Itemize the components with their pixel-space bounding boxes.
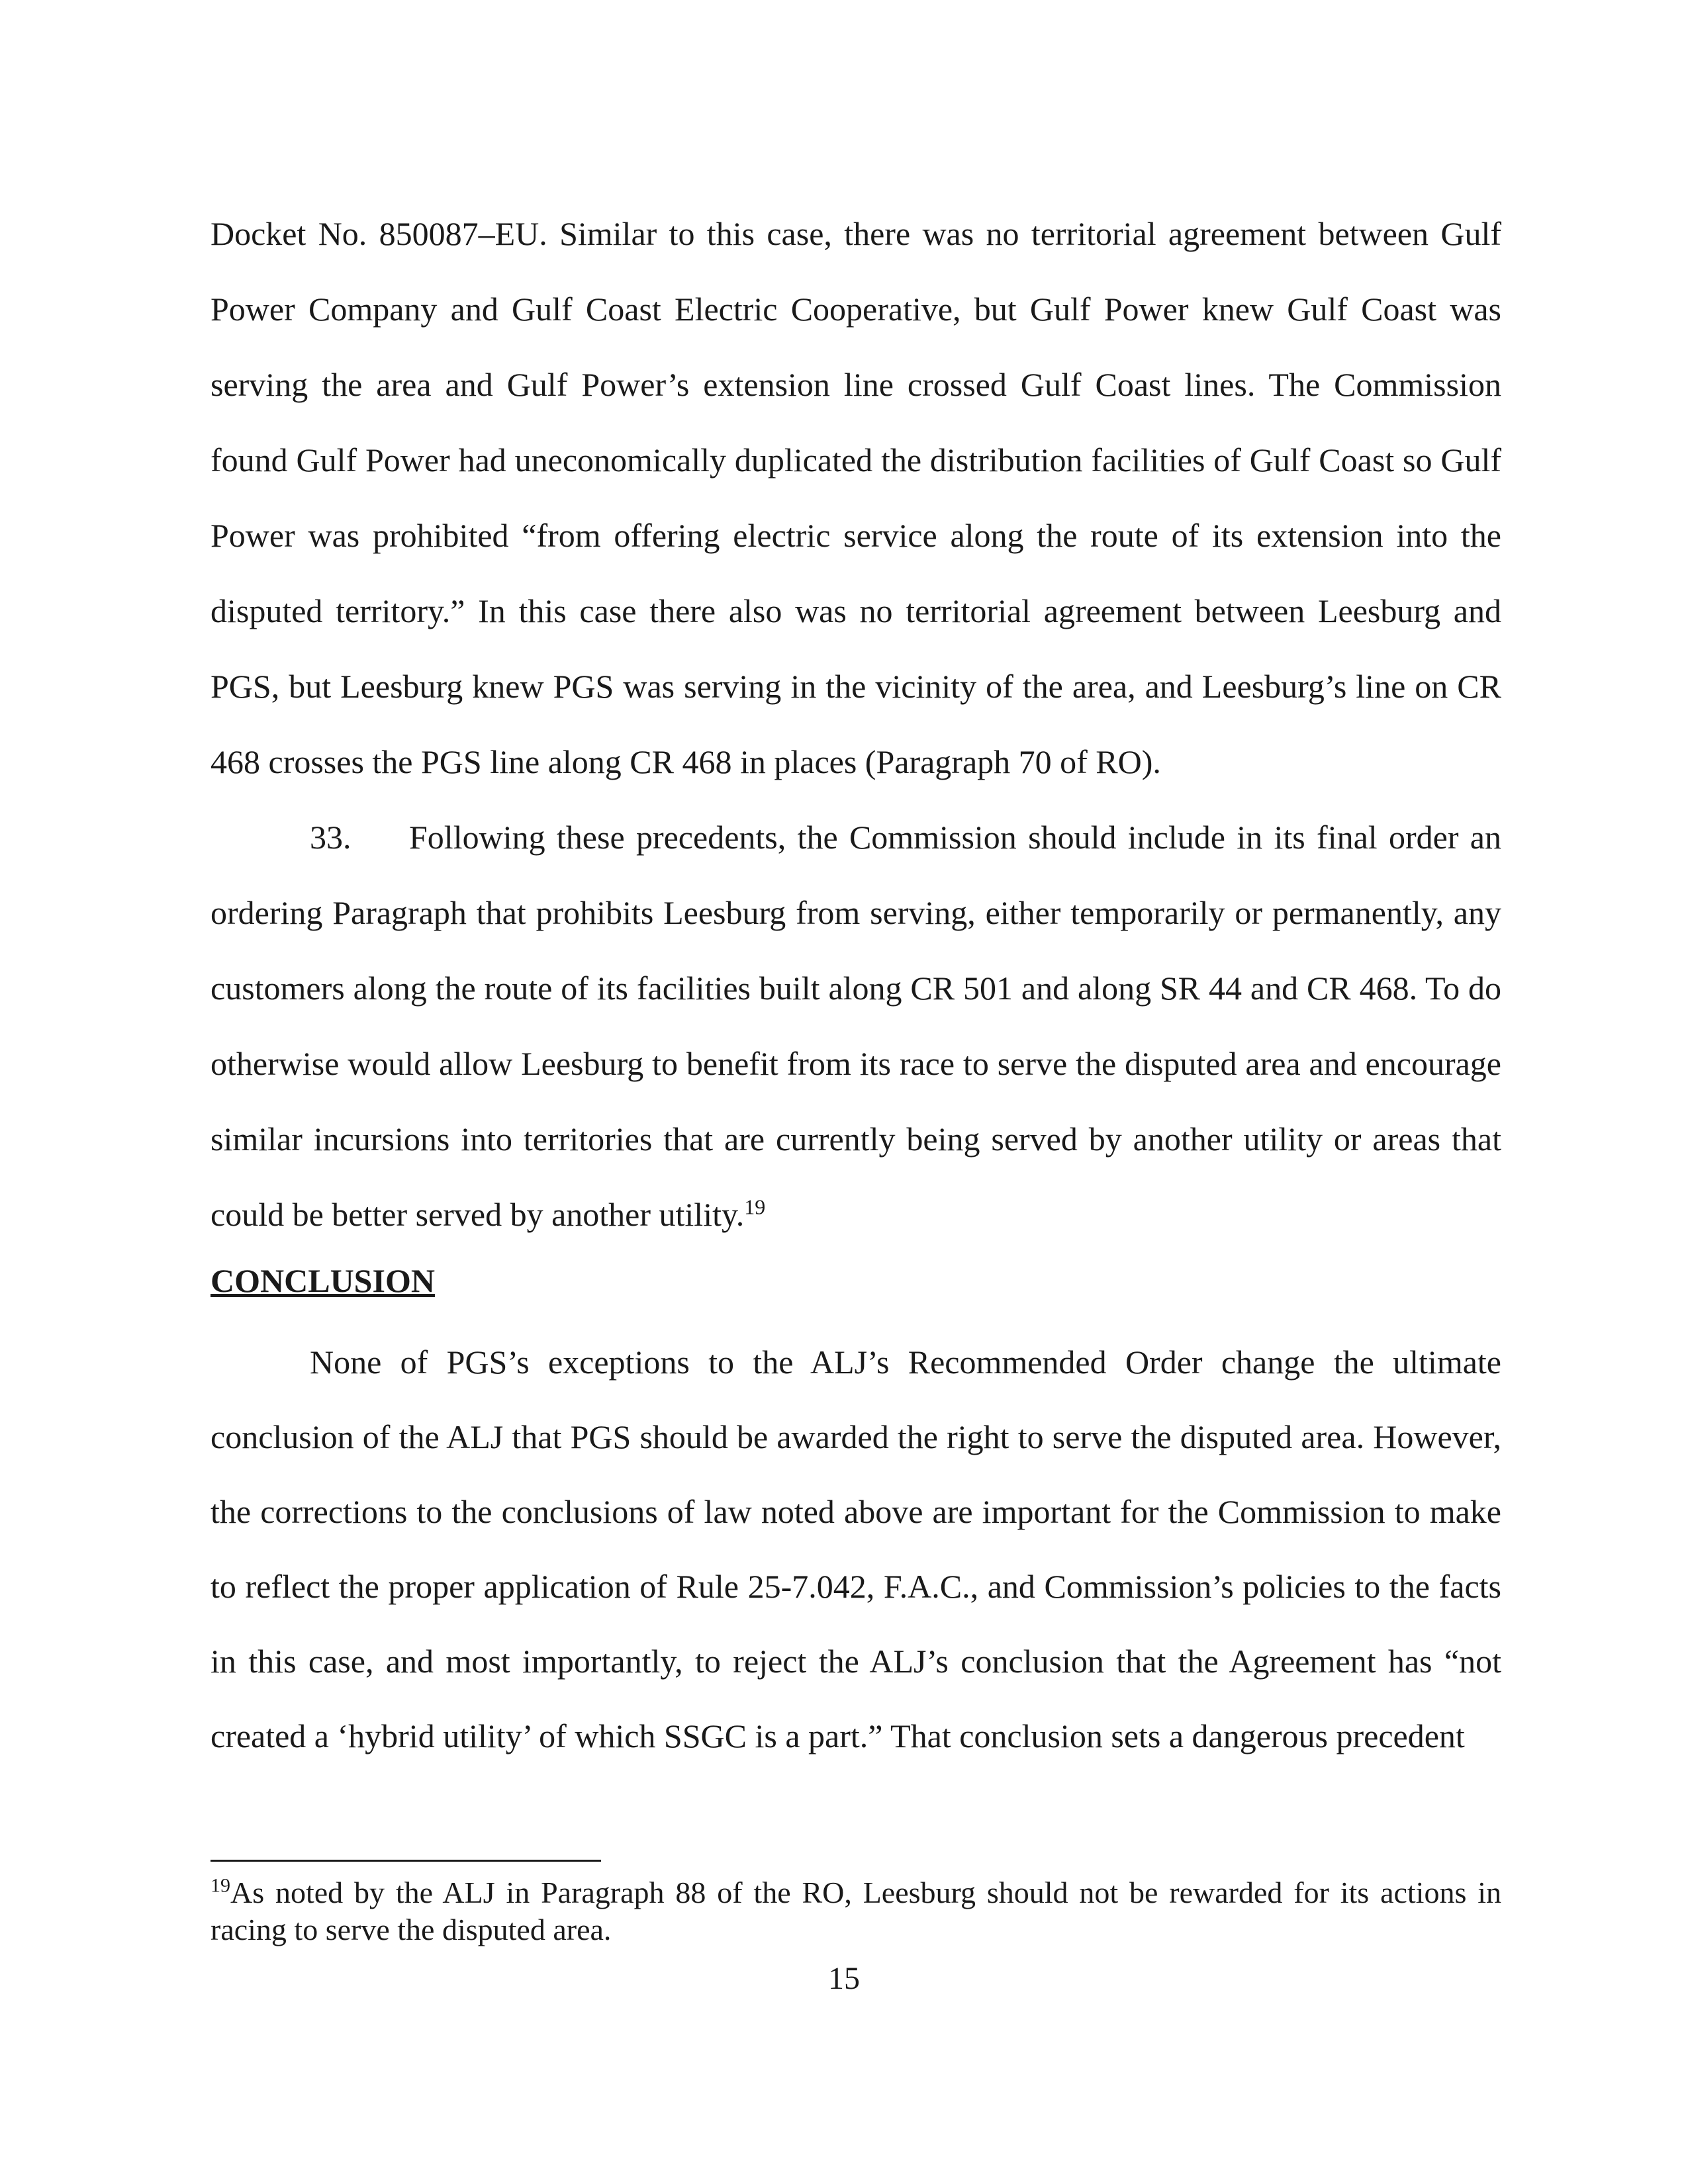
footnote [211, 1874, 1501, 1948]
conclusion-paragraph: None of PGS’s exceptions to the ALJ’s Recommended Order change the ultimate conclusion of the ALJ that PGS should be awarded the right to serve the disputed area. However, the corrections to the conclusions of law noted above are important for the Commission to make to reflect the proper application of Rule 25-7.042, F.A.C., and Commission’s policies to the facts in this case, and most importantly, to reject the ALJ’s conclusion that the Agreement has “not created a ‘hybrid utility’ of which SSGC is a part.” That conclusion sets a dangerous precedent [211, 1343, 1501, 1754]
main-body [211, 196, 1501, 1252]
paragraph-number: 33. [310, 819, 352, 856]
paragraph-continued [211, 196, 1501, 799]
footnote-divider [211, 1860, 601, 1862]
conclusion-heading: CONCLUSION [211, 1262, 435, 1299]
page-number: 15 [828, 1961, 860, 1996]
footnote-text: As noted by the ALJ in Paragraph 88 of the RO, Leesburg should not be rewarded for its actions in racing to serve the disputed area. [211, 1876, 1501, 1946]
paragraph-33 [211, 799, 1501, 1252]
footnote-number: 19 [211, 1874, 230, 1897]
footnote-reference: 19 [744, 1195, 766, 1219]
conclusion-body [211, 1325, 1501, 1774]
paragraph-33-text: Following these precedents, the Commission should include in its final order an ordering Paragraph that prohibits Leesburg from serving, either temporarily or permanently, any customers along the route of its facilities built along CR 501 and along SR 44 and CR 468. To do otherwise would allow Leesburg to benefit from its race to serve the disputed area and encourage similar incursions into territories that are currently being served by another utility or areas that could be better served by another utility. [211, 819, 1501, 1233]
paragraph-continued-text: Docket No. 850087–EU. Similar to this case, there was no territorial agreement between Gulf Power Company and Gulf Coast Electric Cooperative, but Gulf Power knew Gulf Coast was serving the area and Gulf Power’s extension line crossed Gulf Coast lines. The Commission found Gulf Power had uneconomically duplicated the distribution facilities of Gulf Coast so Gulf Power was prohibited “from offering electric service along the route of its extension into the disputed territory.” In this case there also was no territorial agreement between Leesburg and PGS, but Leesburg knew PGS was serving in the vicinity of the area, and Leesburg’s line on CR 468 crosses the PGS line along CR 468 in places (Paragraph 70 of RO). [211, 215, 1501, 780]
